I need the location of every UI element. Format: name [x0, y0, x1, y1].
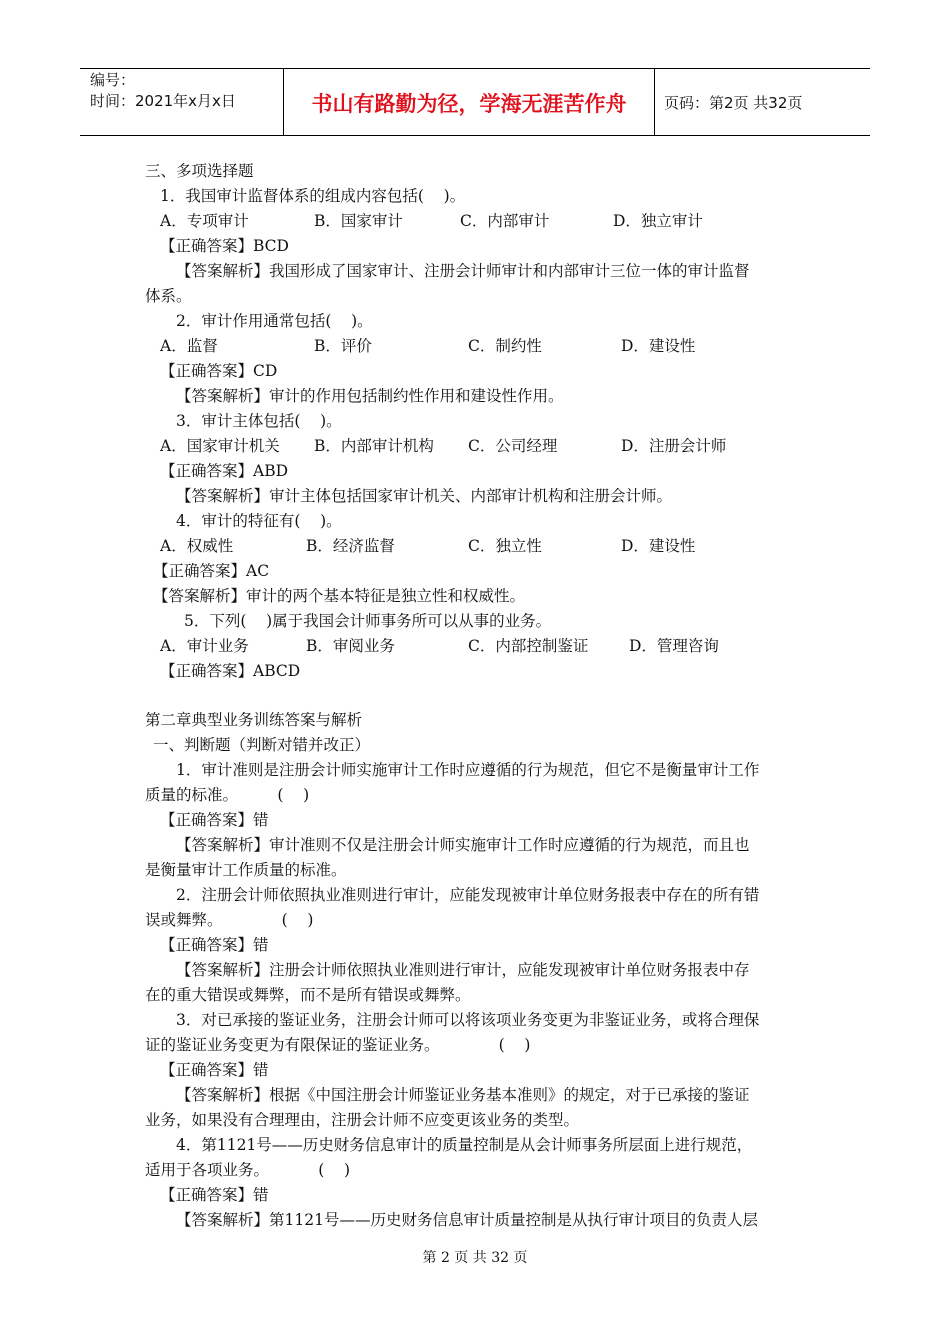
correct-answer: 【正确答案】错 — [160, 1186, 269, 1204]
option-c: C．内部审计 — [460, 212, 550, 230]
judgment-stem-cont: 质量的标准。 ( ) — [145, 786, 310, 804]
answer-analysis: 【答案解析】审计的两个基本特征是独立性和权威性。 — [153, 587, 526, 605]
correct-answer: 【正确答案】错 — [160, 1061, 269, 1079]
option-c: C．独立性 — [468, 537, 542, 555]
option-b: B．经济监督 — [306, 537, 395, 555]
correct-answer: 【正确答案】CD — [160, 362, 278, 380]
judgment-stem-cont: 误或舞弊。 ( ) — [145, 911, 314, 929]
answer-analysis: 【答案解析】第1121号——历史财务信息审计质量控制是从执行审计项目的负责人层 — [176, 1211, 758, 1229]
page-footer: 第 2 页 共 32 页 — [422, 1250, 528, 1266]
option-d: D．建设性 — [621, 337, 696, 355]
answer-analysis: 【答案解析】我国形成了国家审计、注册会计师审计和内部审计三位一体的审计监督 — [176, 262, 750, 280]
question-stem: 4．审计的特征有( )。 — [176, 512, 342, 530]
header-motto: 书山有路勤为径，学海无涯苦作舟 — [311, 92, 627, 116]
judgment-stem-cont: 适用于各项业务。 ( ) — [145, 1161, 351, 1179]
judgment-stem: 1．审计准则是注册会计师实施审计工作时应遵循的行为规范，但它不是衡量审计工作 — [176, 761, 760, 779]
answer-analysis-cont: 是衡量审计工作质量的标准。 — [145, 861, 347, 879]
header-meta — [90, 70, 236, 112]
option-b: B．审阅业务 — [306, 637, 395, 655]
answer-analysis-cont: 业务，如果没有合理理由，注册会计师不应变更该业务的类型。 — [145, 1111, 580, 1129]
option-d: D．注册会计师 — [621, 437, 727, 455]
option-a: A．权威性 — [160, 537, 234, 555]
option-a: A．专项审计 — [160, 212, 249, 230]
option-b: B．国家审计 — [314, 212, 403, 230]
correct-answer: 【正确答案】错 — [160, 936, 269, 954]
option-b: B．评价 — [314, 337, 372, 355]
chapter-subtitle: 一、判断题（判断对错并改正） — [153, 736, 371, 754]
option-a: A．审计业务 — [160, 637, 249, 655]
header-page-info: 页码：第2页 共32页 — [664, 94, 803, 112]
header-divider-2 — [654, 68, 655, 136]
section-title: 三、多项选择题 — [145, 162, 254, 180]
option-b: B．内部审计机构 — [314, 437, 434, 455]
option-a: A．国家审计机关 — [160, 437, 280, 455]
question-stem: 2．审计作用通常包括( )。 — [176, 312, 373, 330]
header-bottom-border — [80, 135, 870, 136]
option-a: A．监督 — [160, 337, 218, 355]
judgment-stem: 4．第1121号——历史财务信息审计的质量控制是从会计师事务所层面上进行规范， — [176, 1136, 753, 1154]
correct-answer: 【正确答案】ABCD — [160, 662, 301, 680]
answer-analysis: 【答案解析】注册会计师依照执业准则进行审计，应能发现被审计单位财务报表中存 — [176, 961, 750, 979]
correct-answer: 【正确答案】AC — [153, 562, 270, 580]
answer-analysis-cont: 体系。 — [145, 287, 192, 305]
option-d: D．独立审计 — [613, 212, 703, 230]
option-d: D．建设性 — [621, 537, 696, 555]
answer-analysis: 【答案解析】根据《中国注册会计师鉴证业务基本准则》的规定，对于已承接的鉴证 — [176, 1086, 750, 1104]
correct-answer: 【正确答案】ABD — [160, 462, 289, 480]
correct-answer: 【正确答案】错 — [160, 811, 269, 829]
answer-analysis: 【答案解析】审计准则不仅是注册会计师实施审计工作时应遵循的行为规范，而且也 — [176, 836, 750, 854]
judgment-stem-cont: 证的鉴证业务变更为有限保证的鉴证业务。 ( ) — [145, 1036, 531, 1054]
answer-analysis: 【答案解析】审计的作用包括制约性作用和建设性作用。 — [176, 387, 564, 405]
judgment-stem: 3．对已承接的鉴证业务，注册会计师可以将该项业务变更为非鉴证业务，或将合理保 — [176, 1011, 760, 1029]
correct-answer: 【正确答案】BCD — [160, 237, 289, 255]
answer-analysis-cont: 在的重大错误或舞弊，而不是所有错误或舞弊。 — [145, 986, 471, 1004]
judgment-stem: 2．注册会计师依照执业准则进行审计，应能发现被审计单位财务报表中存在的所有错 — [176, 886, 760, 904]
answer-analysis: 【答案解析】审计主体包括国家审计机关、内部审计机构和注册会计师。 — [176, 487, 673, 505]
header-top-border — [80, 68, 870, 69]
header-serial: 编号： — [90, 71, 136, 89]
question-stem: 5．下列( )属于我国会计师事务所可以从事的业务。 — [184, 612, 552, 630]
question-stem: 1．我国审计监督体系的组成内容包括( )。 — [160, 187, 466, 205]
header-date: 时间：2021年x月x日 — [90, 92, 236, 110]
option-c: C．内部控制鉴证 — [468, 637, 589, 655]
option-c: C．制约性 — [468, 337, 542, 355]
chapter-title: 第二章典型业务训练答案与解析 — [145, 711, 363, 729]
option-c: C．公司经理 — [468, 437, 558, 455]
option-d: D．管理咨询 — [629, 637, 719, 655]
question-stem: 3．审计主体包括( )。 — [176, 412, 342, 430]
